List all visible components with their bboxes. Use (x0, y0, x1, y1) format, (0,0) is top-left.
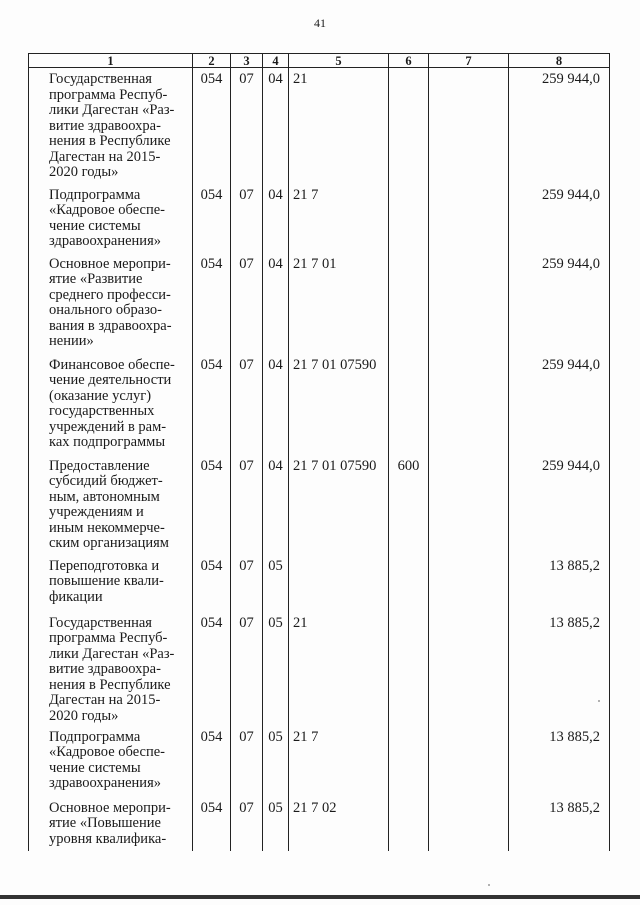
column-header: 4 (263, 54, 289, 68)
column-header: 3 (231, 54, 263, 68)
subsection-code: 04 (263, 354, 289, 455)
column-7-value (429, 726, 509, 797)
table-row (29, 455, 610, 555)
subsection-code: 04 (263, 253, 289, 354)
target-article-code: 21 7 01 07590 (289, 354, 389, 455)
section-code: 07 (231, 253, 263, 354)
target-article-code: 21 (289, 612, 389, 726)
column-header: 6 (389, 54, 429, 68)
subsection-code: 04 (263, 68, 289, 184)
column-7-value (429, 354, 509, 455)
subsection-code: 05 (263, 555, 289, 612)
target-article-code: 21 7 01 07590 (289, 455, 389, 555)
column-header: 1 (29, 54, 193, 68)
ministry-code: 054 (193, 455, 231, 555)
column-header: 8 (509, 54, 610, 68)
section-code: 07 (231, 68, 263, 184)
expense-type-code (389, 555, 429, 612)
item-name: Основное меропри- ятие «Развитие среднего професси- онального образо- вания в здравоохра- нении» (29, 253, 193, 354)
ministry-code: 054 (193, 253, 231, 354)
table-row (29, 184, 610, 253)
budget-table (28, 53, 610, 851)
target-article-code: 21 7 01 (289, 253, 389, 354)
expense-type-code (389, 354, 429, 455)
item-name: Государственная программа Респуб- лики Дагестан «Раз- витие здравоохра- нения в Республике Дагестан на 2015- 2020 годы» (29, 612, 193, 726)
subsection-code: 04 (263, 455, 289, 555)
section-code: 07 (231, 726, 263, 797)
column-7-value (429, 555, 509, 612)
ministry-code: 054 (193, 726, 231, 797)
column-7-value (429, 612, 509, 726)
table-row (29, 797, 610, 851)
column-7-value (429, 253, 509, 354)
table-row (29, 253, 610, 354)
expense-type-code (389, 726, 429, 797)
expense-type-code (389, 184, 429, 253)
table-row (29, 555, 610, 612)
page-number: 41 (314, 16, 326, 30)
item-name: Переподготовка и повышение квали- фикации (29, 555, 193, 612)
target-article-code: 21 7 (289, 184, 389, 253)
amount: 259 944,0 (509, 455, 610, 555)
scan-edge-bar (0, 895, 640, 899)
amount: 13 885,2 (509, 555, 610, 612)
item-name: Предоставление субсидий бюджет- ным, автономным учреждениям и иным некоммерче- ским организациям (29, 455, 193, 555)
expense-type-code (389, 68, 429, 184)
target-article-code: 21 (289, 68, 389, 184)
item-name: Основное меропри- ятие «Повышение уровня квалифика- (29, 797, 193, 851)
expense-type-code (389, 253, 429, 354)
section-code: 07 (231, 184, 263, 253)
ministry-code: 054 (193, 612, 231, 726)
table-header-row (29, 54, 610, 68)
target-article-code: 21 7 02 (289, 797, 389, 851)
scan-speck (488, 884, 490, 886)
table-row (29, 354, 610, 455)
section-code: 07 (231, 612, 263, 726)
amount: 259 944,0 (509, 354, 610, 455)
column-7-value (429, 797, 509, 851)
section-code: 07 (231, 354, 263, 455)
ministry-code: 054 (193, 555, 231, 612)
amount: 13 885,2 (509, 797, 610, 851)
item-name: Финансовое обеспе- чение деятельности (оказание услуг) государственных учреждений в рам- ках подпрограммы (29, 354, 193, 455)
scan-speck (598, 700, 600, 702)
subsection-code: 05 (263, 612, 289, 726)
column-7-value (429, 184, 509, 253)
amount: 13 885,2 (509, 612, 610, 726)
ministry-code: 054 (193, 68, 231, 184)
item-name: Подпрограмма «Кадровое обеспе- чение системы здравоохранения» (29, 726, 193, 797)
column-header: 2 (193, 54, 231, 68)
subsection-code: 05 (263, 726, 289, 797)
table-row (29, 726, 610, 797)
table-row (29, 612, 610, 726)
table-row (29, 68, 610, 184)
section-code: 07 (231, 797, 263, 851)
subsection-code: 04 (263, 184, 289, 253)
section-code: 07 (231, 455, 263, 555)
column-header: 5 (289, 54, 389, 68)
item-name: Государственная программа Респуб- лики Дагестан «Раз- витие здравоохра- нения в Республике Дагестан на 2015- 2020 годы» (29, 68, 193, 184)
ministry-code: 054 (193, 797, 231, 851)
column-header: 7 (429, 54, 509, 68)
amount: 259 944,0 (509, 253, 610, 354)
amount: 259 944,0 (509, 68, 610, 184)
column-7-value (429, 455, 509, 555)
subsection-code: 05 (263, 797, 289, 851)
expense-type-code: 600 (389, 455, 429, 555)
column-7-value (429, 68, 509, 184)
target-article-code (289, 555, 389, 612)
expense-type-code (389, 612, 429, 726)
amount: 259 944,0 (509, 184, 610, 253)
ministry-code: 054 (193, 184, 231, 253)
item-name: Подпрограмма «Кадровое обеспе- чение системы здравоохранения» (29, 184, 193, 253)
section-code: 07 (231, 555, 263, 612)
ministry-code: 054 (193, 354, 231, 455)
amount: 13 885,2 (509, 726, 610, 797)
expense-type-code (389, 797, 429, 851)
target-article-code: 21 7 (289, 726, 389, 797)
